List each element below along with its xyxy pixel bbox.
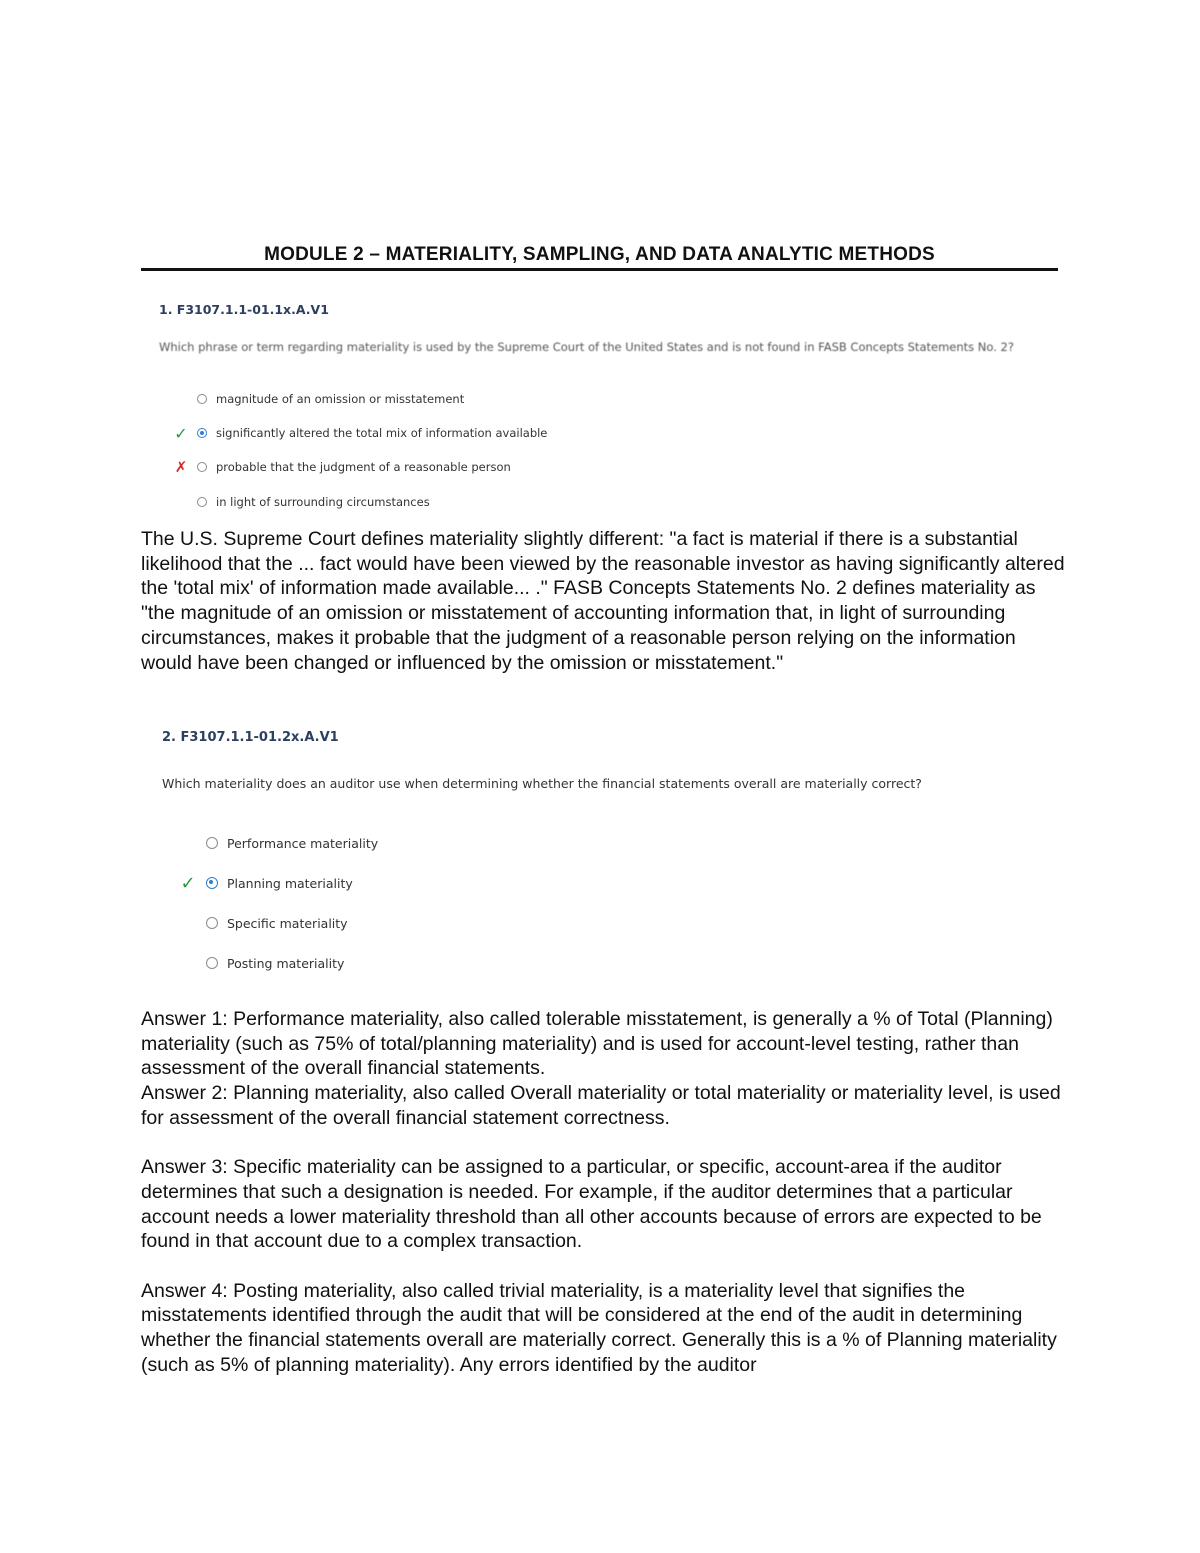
- question-1-explanation: The U.S. Supreme Court defines materiality slightly different: "a fact is material if there is a substantial likelihood that the ... fact would have been viewed by the reasonable investor as having significantly altered the 'total mix' of information made available... ." FASB Concepts Statements No. 2 defines materiality as "the magnitude of an omission or misstatement of accounting information that, in light of surrounding circumstances, makes it probable that the judgment of a reasonable person relying on the information would have been changed or influenced by the omission or misstatement.": [141, 528, 1065, 674]
- title-divider: [141, 268, 1058, 271]
- radio-icon[interactable]: [206, 957, 218, 969]
- q1-option-3-label: probable that the judgment of a reasonable person: [216, 460, 511, 474]
- q1-option-1[interactable]: [197, 390, 464, 408]
- checkmark-icon: ✓: [174, 423, 188, 443]
- radio-icon[interactable]: [206, 917, 218, 929]
- q2-option-4-label: Posting materiality: [227, 955, 345, 971]
- q2-option-1-label: Performance materiality: [227, 835, 379, 851]
- q1-option-4[interactable]: [197, 493, 430, 511]
- answer-3: Answer 3: Specific materiality can be assigned to a particular, or specific, account-area if the auditor determines that such a designation is needed. For example, if the auditor determines that a particular account needs a lower materiality threshold than all other accounts because of errors are expected to be found in that account due to a complex transaction.: [141, 1156, 1042, 1253]
- q1-option-2[interactable]: [174, 423, 548, 443]
- cross-icon: ✗: [174, 458, 188, 476]
- q2-option-1[interactable]: [206, 834, 378, 852]
- question-1-id: 1. F3107.1.1-01.1x.A.V1: [159, 302, 329, 317]
- q2-option-2[interactable]: [180, 872, 353, 894]
- radio-icon[interactable]: [206, 837, 218, 849]
- q1-option-2-label: significantly altered the total mix of information available: [216, 426, 548, 440]
- question-2-id: 2. F3107.1.1-01.2x.A.V1: [162, 730, 339, 745]
- q2-option-3[interactable]: [206, 914, 348, 932]
- question-2-answers: [141, 1007, 1071, 1378]
- q2-option-2-label: Planning materiality: [227, 875, 353, 891]
- question-1-text: Which phrase or term regarding materiality is used by the Supreme Court of the United States and is not found in FASB Concepts Statements No. 2?: [159, 340, 1014, 354]
- radio-selected-icon[interactable]: [206, 877, 218, 889]
- q2-option-3-label: Specific materiality: [227, 915, 348, 931]
- radio-icon[interactable]: [197, 394, 207, 404]
- q2-option-4[interactable]: [206, 954, 344, 972]
- question-2-text: Which materiality does an auditor use when determining whether the financial statements overall are materially correct?: [162, 776, 922, 791]
- checkmark-icon: ✓: [180, 872, 196, 894]
- radio-icon[interactable]: [197, 462, 207, 472]
- module-title: MODULE 2 – MATERIALITY, SAMPLING, AND DATA ANALYTIC METHODS: [264, 244, 935, 265]
- answer-2: Answer 2: Planning materiality, also called Overall materiality or total materiality or materiality level, is used for assessment of the overall financial statement correctness.: [141, 1082, 1061, 1129]
- answer-4: Answer 4: Posting materiality, also called trivial materiality, is a materiality level that signifies the misstatements identified through the audit that will be considered at the end of the audit in determining whether the financial statements overall are materially correct. Generally this is a % of Planning materiality (such as 5% of planning materiality). Any errors identified by the auditor: [141, 1279, 1057, 1376]
- radio-icon[interactable]: [197, 497, 207, 507]
- q1-option-3[interactable]: [174, 458, 511, 476]
- q1-option-4-label: in light of surrounding circumstances: [216, 495, 430, 509]
- answer-1: Answer 1: Performance materiality, also called tolerable misstatement, is generally a % of Total (Planning) materiality (such as 75% of total/planning materiality) and is used for account-level testing, rather than assessment of the overall financial statements.: [141, 1008, 1053, 1080]
- q1-option-1-label: magnitude of an omission or misstatement: [216, 392, 465, 406]
- radio-selected-icon[interactable]: [197, 428, 207, 438]
